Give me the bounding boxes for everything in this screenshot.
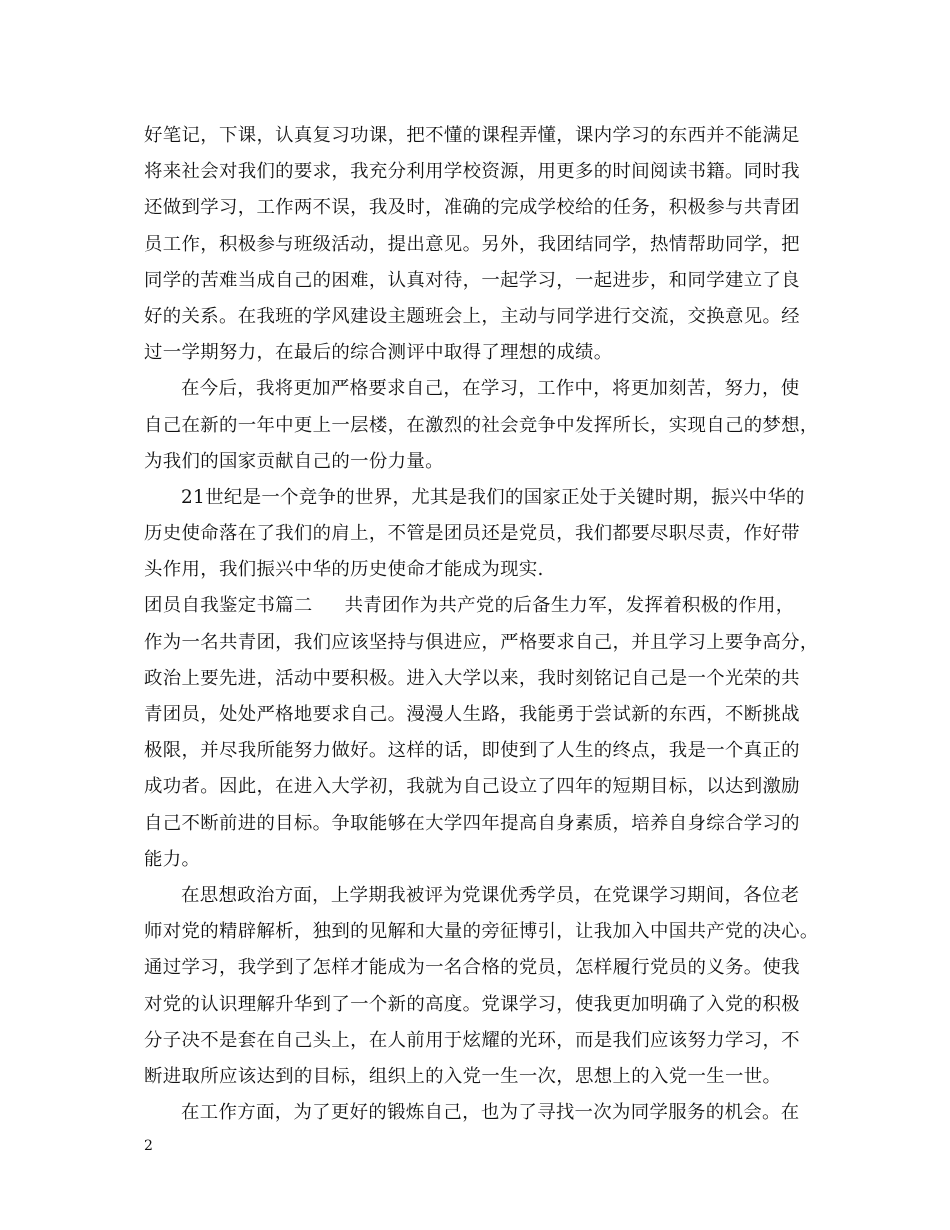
- text-line: 过一学期努力，在最后的综合测评中取得了理想的成绩。: [144, 342, 613, 364]
- text-line: 极限，并尽我所能努力做好。这样的话，即使到了人生的终点，我是一个真正的: [144, 740, 800, 762]
- text-line: 将来社会对我们的要求，我充分利用学校资源，用更多的时间阅读书籍。同时我: [144, 161, 800, 183]
- paragraph-start-line: 在今后，我将更加严格要求自己，在学习，工作中，将更加刻苦，努力，使: [181, 378, 800, 400]
- section-first-sentence: 共青团作为共产党的后备生力军，发挥着积极的作用，: [344, 595, 795, 617]
- paragraph-start-line: 在思想政治方面，上学期我被评为党课优秀学员，在党课学习期间，各位老: [181, 884, 800, 906]
- text-line: 历史使命落在了我们的肩上，不管是团员还是党员，我们都要尽职尽责，作好带: [144, 523, 800, 545]
- section-heading-line: [144, 588, 820, 624]
- paragraph-start-line: 21世纪是一个竞争的世界，尤其是我们的国家正处于关键时期，振兴中华的: [181, 486, 805, 508]
- text-line: 成功者。因此，在进入大学初，我就为自己设立了四年的短期目标，以达到激励: [144, 776, 800, 798]
- text-line: 政治上要先进，活动中要积极。进入大学以来，我时刻铭记自己是一个光荣的共: [144, 667, 800, 689]
- text-line: 头作用，我们振兴中华的历史使命才能成为现实.: [144, 559, 544, 581]
- text-line: 能力。: [144, 848, 201, 870]
- text-line: 青团员，处处严格地要求自己。漫漫人生路，我能勇于尝试新的东西，不断挑战: [144, 704, 800, 725]
- text-line: 对党的认识理解升华到了一个新的高度。党课学习，使我更加明确了入党的积极: [144, 993, 800, 1015]
- text-line: 通过学习，我学到了怎样才能成为一名合格的党员，怎样履行党员的义务。使我: [144, 957, 800, 979]
- text-line: 好的关系。在我班的学风建设主题班会上，主动与同学进行交流，交换意见。经: [144, 305, 800, 327]
- document-body: [144, 118, 820, 1131]
- text-line: 员工作，积极参与班级活动，提出意见。另外，我团结同学，热情帮助同学，把: [144, 233, 800, 255]
- text-line: 分子决不是套在自己头上，在人前用于炫耀的光环，而是我们应该努力学习，不: [144, 1029, 800, 1051]
- page-number: 2: [144, 1138, 153, 1154]
- text-line: 作为一名共青团，我们应该坚持与俱进应，严格要求自己，并且学习上要争高分，: [144, 631, 819, 653]
- text-line: 断进取所应该达到的目标，组织上的入党一生一次，思想上的入党一生一世。: [144, 1065, 782, 1087]
- text-line: 还做到学习，工作两不误，我及时，准确的完成学校给的任务，积极参与共青团: [144, 197, 800, 219]
- text-line: 自己不断前进的目标。争取能够在大学四年提高自身素质，培养自身综合学习的: [144, 812, 800, 834]
- text-line: 同学的苦难当成自己的困难，认真对待，一起学习，一起进步，和同学建立了良: [144, 269, 800, 291]
- paragraph-start-line: 在工作方面，为了更好的锻炼自己，也为了寻找一次为同学服务的机会。在: [181, 1102, 800, 1124]
- section-heading: 团员自我鉴定书篇二: [144, 595, 313, 617]
- text-line: 好笔记，下课，认真复习功课，把不懂的课程弄懂，课内学习的东西并不能满足: [144, 125, 800, 146]
- text-line: 为我们的国家贡献自己的一份力量。: [144, 450, 444, 472]
- text-line: 师对党的精辟解析，独到的见解和大量的旁征博引，让我加入中国共产党的决心。: [144, 921, 819, 943]
- text-line: 自己在新的一年中更上一层楼，在激烈的社会竞争中发挥所长，实现自己的梦想，: [144, 414, 819, 436]
